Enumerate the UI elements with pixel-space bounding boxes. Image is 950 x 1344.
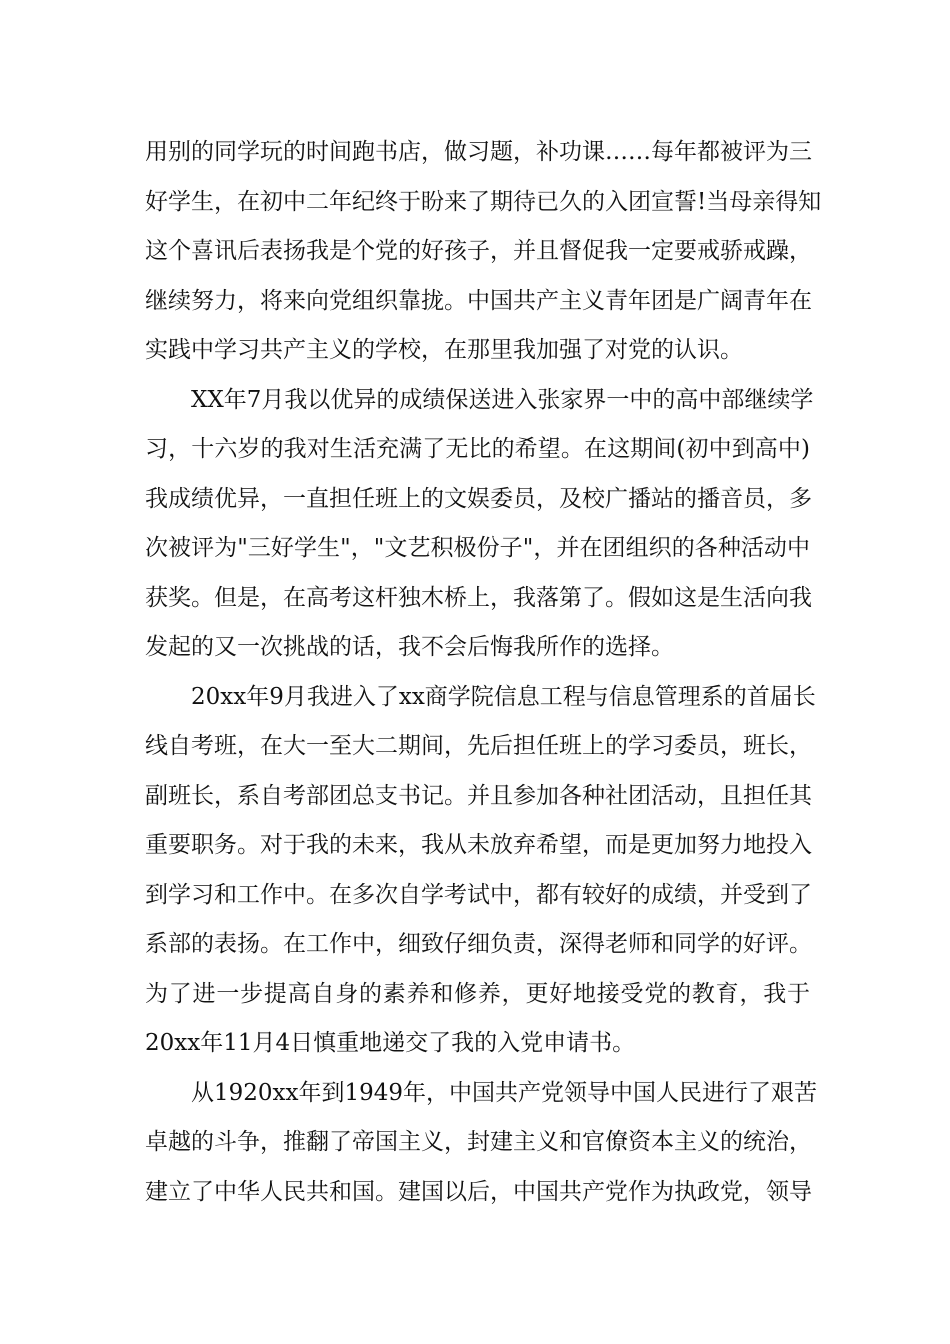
paragraph-3 xyxy=(145,673,816,1069)
text-line: 副班长，系自考部团总支书记。并且参加各种社团活动，且担任其 xyxy=(145,782,812,809)
text-line: 我成绩优异，一直担任班上的文娱委员，及校广播站的播音员，多 xyxy=(145,485,812,512)
text-line: 习，十六岁的我对生活充满了无比的希望。在这期间(初中到高中) xyxy=(145,436,810,462)
text-line: 继续努力，将来向党组织靠拢。中国共产主义青年团是广阔青年在 xyxy=(145,287,812,314)
paragraph-2 xyxy=(145,376,814,673)
text-line: 次被评为"三好学生"，"文艺积极份子"，并在团组织的各种活动中 xyxy=(145,535,810,561)
text-line: 实践中学习共产主义的学校，在那里我加强了对党的认识。 xyxy=(145,337,743,363)
text-line: 好学生，在初中二年纪终于盼来了期待已久的入团宣誓!当母亲得知 xyxy=(145,188,822,215)
text-line: XX年7月我以优异的成绩保送进入张家界一中的高中部继续学 xyxy=(191,386,814,413)
text-line: 系部的表扬。在工作中，细致仔细负责，深得老师和同学的好评。 xyxy=(145,931,812,957)
text-line: 发起的又一次挑战的话，我不会后悔我所作的选择。 xyxy=(145,634,674,660)
text-line: 线自考班，在大一至大二期间，先后担任班上的学习委员，班长， xyxy=(145,733,812,759)
text-line: 20xx年11月4日慎重地递交了我的入党申请书。 xyxy=(145,1030,636,1056)
document-body xyxy=(145,128,822,1217)
text-line: 为了进一步提高自身的素养和修养，更好地接受党的教育，我于 xyxy=(145,980,810,1007)
text-line: 到学习和工作中。在多次自学考试中，都有较好的成绩，并受到了 xyxy=(145,881,812,908)
text-line: 20xx年9月我进入了xx商学院信息工程与信息管理系的首届长 xyxy=(191,683,816,710)
paragraph-1 xyxy=(145,128,822,376)
text-line: 这个喜讯后表扬我是个党的好孩子，并且督促我一定要戒骄戒躁， xyxy=(145,238,812,264)
text-line: 卓越的斗争，推翻了帝国主义，封建主义和官僚资本主义的统治， xyxy=(145,1129,812,1155)
text-line: 用别的同学玩的时间跑书店，做习题，补功课……每年都被评为三 xyxy=(145,139,812,165)
paragraph-4 xyxy=(145,1069,818,1218)
text-line: 获奖。但是，在高考这杆独木桥上，我落第了。假如这是生活向我 xyxy=(145,584,812,611)
text-line: 重要职务。对于我的未来，我从未放弃希望，而是更加努力地投入 xyxy=(145,832,812,858)
text-line: 建立了中华人民共和国。建国以后，中国共产党作为执政党，领导 xyxy=(145,1178,812,1205)
text-line: 从1920xx年到1949年，中国共产党领导中国人民进行了艰苦 xyxy=(191,1079,818,1106)
